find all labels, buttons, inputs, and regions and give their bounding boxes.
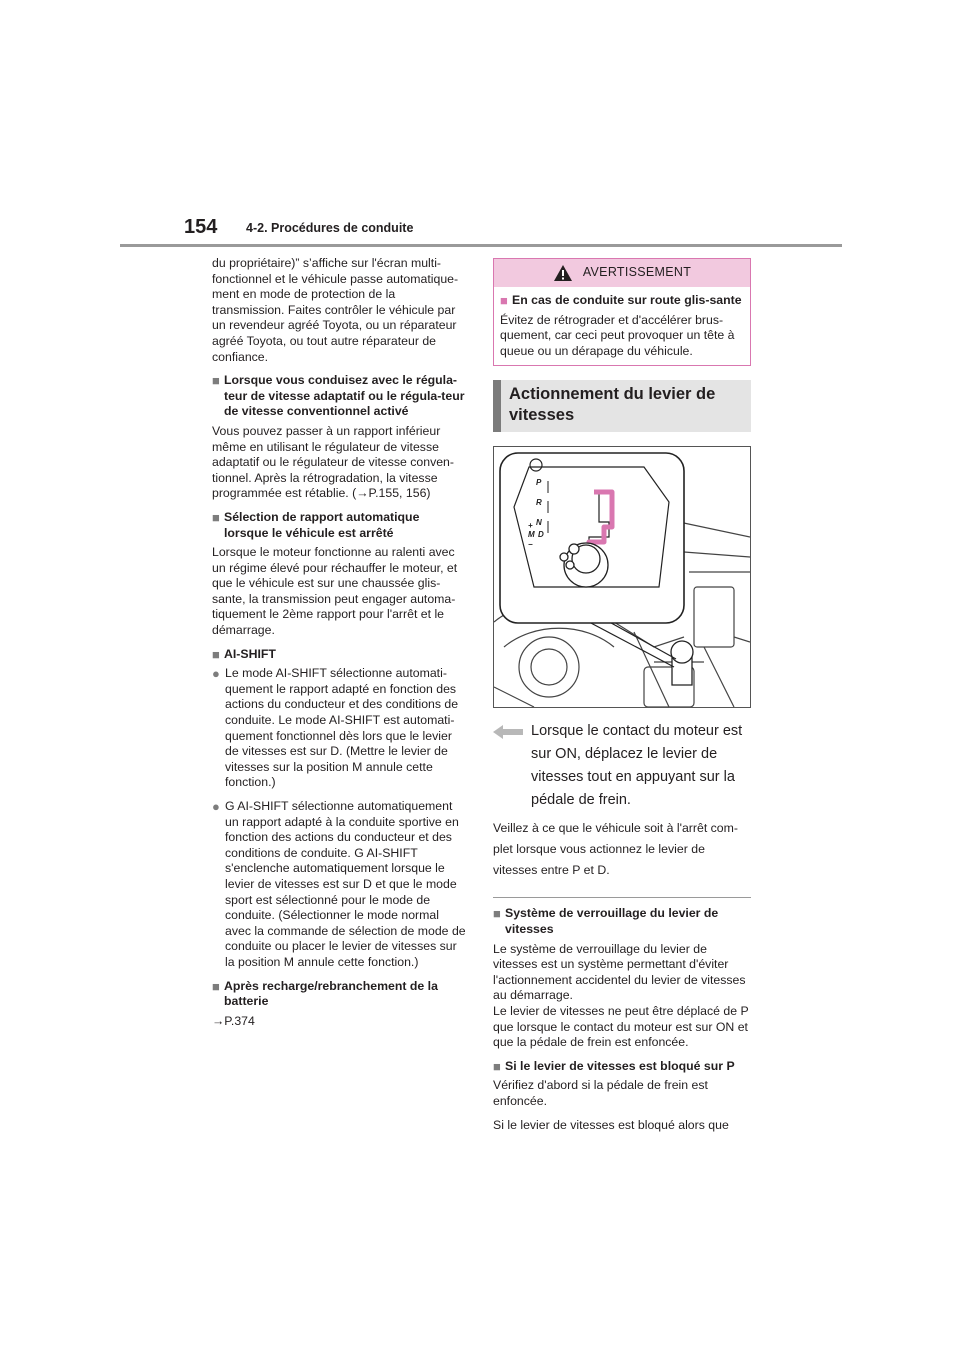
lock-heading (493, 906, 751, 937)
ai-bullet-text: Le mode AI-SHIFT sélectionne automati-quement le rapport adapté en fonction des actions du conducteur et des conditions de conduite. Le mode AI-SHIFT est automati-quement fonctionnel dès lors que le levier de vitesses est sur D. (Mettre le levier de vitesses sur la position M annule cette fonction.) (225, 666, 459, 790)
cruise-heading (212, 373, 466, 420)
dashboard-drawing (494, 447, 750, 707)
warning-heading (500, 293, 744, 309)
square-bullet-icon: ■ (212, 373, 220, 389)
note-paragraph: Veillez à ce que le véhicule soit à l'arrêt com-plet lorsque vous actionnez le levier de vitesses entre P et D. (493, 821, 738, 878)
caption-text: Lorsque le contact du moteur est sur ON, déplacez le levier de vitesses tout en appuyant sur la pédale de frein. (531, 723, 743, 809)
right-column (493, 258, 751, 1141)
pointer-arrow-icon (493, 725, 523, 739)
lock-paragraph-2: Le levier de vitesses ne peut être déplacé de P que lorsque le contact du moteur est sur ON et que la pédale de frein est enfoncée. (493, 1003, 749, 1050)
page-reference-link[interactable]: →P.374 (212, 1013, 255, 1028)
gate-label: R (536, 498, 542, 508)
auto-heading (212, 510, 466, 541)
lock-paragraph-1: Le système de verrouillage du levier de vitesses est un système permettant d'éviter l'actionnement accidentel du levier de vitesses au démarrage. (493, 941, 746, 1003)
auto-paragraph: Lorsque le moteur fonctionne au ralenti avec un régime élevé pour réchauffer le moteur, et que le véhicule est sur une chaussée glis-sante, la transmission peut engager automa-tiquement le 2ème rapport pour l'arrêt et le démarrage. (212, 545, 458, 638)
square-bullet-icon: ■ (212, 978, 220, 994)
warning-heading-text: En cas de conduite sur route glis-sante (512, 293, 742, 307)
warning-box (493, 258, 751, 366)
gate-label: + (528, 521, 533, 531)
divider (493, 897, 751, 898)
square-bullet-icon: ■ (500, 293, 508, 308)
gate-label: D (538, 530, 544, 540)
square-bullet-icon: ■ (493, 1058, 501, 1074)
gate-label: N (536, 518, 542, 528)
cruise-heading-text: Lorsque vous conduisez avec le régula-teur de vitesse adaptatif ou le régula-teur de vitesse conventionnel activé (224, 373, 465, 419)
list-item (212, 666, 466, 791)
stuck-heading (493, 1059, 751, 1075)
warning-body (494, 287, 750, 365)
auto-heading-text: Sélection de rapport automatique lorsque le véhicule est arrêté (224, 509, 420, 540)
recharge-heading-text: Après recharge/rebranchement de la batterie (224, 978, 438, 1009)
stuck-heading-text: Si le levier de vitesses est bloqué sur P (505, 1058, 735, 1073)
square-bullet-icon: ■ (212, 509, 220, 525)
header-rule (120, 244, 842, 247)
square-bullet-icon: ■ (212, 646, 220, 662)
gate-label: − (528, 540, 533, 550)
ai-heading-text: AI-SHIFT (224, 646, 276, 661)
list-item (212, 799, 466, 971)
warning-title: AVERTISSEMENT (582, 265, 692, 280)
g-ai-bullet-text: G AI-SHIFT sélectionne automatiquement un rapport adapté à la conduite sportive en fonction des actions du conducteur et des conditions de conduite. G AI-SHIFT s'enclenche automatiquement lorsque le levier de vitesses est sur D et que le mode sport est sélectionné pour le mode de conduite. (Sélectionner le mode normal avec la commande de sélection de mode de conduite ou placer le levier de vitesses sur la position M annule cette fonction.) (225, 799, 466, 969)
warning-header (494, 259, 750, 287)
page-number: 154 (184, 216, 218, 238)
gate-label: M (528, 530, 535, 540)
ai-heading (212, 647, 466, 663)
section-title: 4-2. Procédures de conduite (246, 221, 414, 235)
cruise-paragraph: Vous pouvez passer à un rapport inférieur même en utilisant le régulateur de vitesse adaptatif ou le régulateur de vitesse conven-tionnel. Après la rétrogradation, la vitesse programmée est rétablie. (→P.155, 156) (212, 423, 454, 501)
warning-triangle-icon (553, 264, 573, 282)
stuck-paragraph-1: Vérifiez d'abord si la pédale de frein est enfoncée. (493, 1078, 708, 1108)
gate-label: P (536, 478, 542, 488)
intro-paragraph: du propriétaire)” s’affiche sur l'écran multi-fonctionnel et le véhicule passe automatique-ment en mode de protection de la transmission. Faites contrôler le véhicule par un revendeur agréé Toyota, ou un réparateur agréé Toyota, ou tout autre réparateur de confiance. (212, 256, 459, 364)
square-bullet-icon: ■ (493, 906, 501, 922)
stuck-paragraph-2: Si le levier de vitesses est bloqué alors que (493, 1117, 729, 1132)
section-heading-box: Actionnement du levier de vitesses (493, 380, 751, 432)
left-column (212, 256, 466, 1037)
lock-heading-text: Système de verrouillage du levier de vitesses (505, 906, 719, 936)
figure-caption (493, 720, 751, 812)
shift-lever-illustration (493, 446, 751, 708)
circle-bullet-icon: ● (212, 799, 220, 814)
circle-bullet-icon: ● (212, 666, 220, 682)
warning-text: Évitez de rétrograder et d'accélérer brus-quement, car ceci peut provoquer un tête à queue ou un dérapage du véhicule. (500, 312, 735, 358)
recharge-heading (212, 979, 466, 1010)
